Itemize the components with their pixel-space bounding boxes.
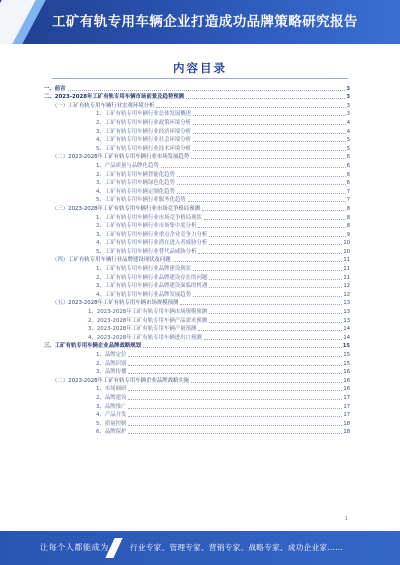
toc-dot-leader [180, 304, 342, 305]
footer-tagline: 行业专家、管理专家、营销专家、战略专家、成功企业家…… [130, 543, 344, 552]
toc-entry-label: 3、工矿有轨专用车辆行业经济环境分析 [96, 128, 192, 135]
toc-dot-leader [128, 425, 342, 426]
toc-entry[interactable] [44, 179, 350, 188]
toc-entry-page: 17 [343, 394, 350, 401]
toc-entry-page: 13 [343, 300, 350, 307]
toc-dot-leader [209, 313, 342, 314]
toc-entry-page: 10 [343, 240, 350, 247]
table-of-contents [44, 84, 350, 436]
toc-entry-page: 9 [346, 231, 350, 238]
toc-entry[interactable] [44, 101, 350, 110]
toc-dot-leader [177, 193, 346, 194]
toc-entry-page: 6 [346, 162, 350, 169]
toc-entry[interactable] [44, 299, 350, 308]
toc-dot-leader [128, 416, 342, 417]
toc-dot-leader [156, 107, 345, 108]
toc-entry-label: 4、工矿有轨专用车辆定制化趋势 [96, 188, 175, 195]
toc-dot-leader [193, 115, 346, 116]
toc-entry-page: 8 [346, 205, 350, 212]
toc-dot-leader [193, 141, 346, 142]
toc-entry-label: 3、2023-2028年工矿有轨专用车辆产量预测 [88, 326, 197, 333]
toc-dot-leader [193, 150, 346, 151]
toc-dot-leader [193, 133, 346, 134]
toc-entry[interactable] [44, 376, 350, 385]
toc-entry-label: （四）工矿有轨专用车辆行业品牌建设现状及问题 [52, 257, 171, 264]
toc-entry-label: 一、前言 [44, 85, 66, 92]
toc-entry-page: 12 [343, 291, 350, 298]
toc-entry[interactable] [44, 213, 350, 222]
toc-entry-label: 2、品牌识别 [96, 360, 127, 367]
toc-dot-leader [177, 184, 346, 185]
toc-entry[interactable] [44, 170, 350, 179]
toc-entry-page: 14 [343, 326, 350, 333]
toc-entry-page: 17 [343, 412, 350, 419]
report-title: 工矿有轨专用车辆企业打造成功品牌策略研究报告 [52, 14, 358, 30]
toc-entry-label: 3、工矿有轨专用车辆绿色化趋势 [96, 180, 175, 187]
toc-entry-page: 14 [343, 334, 350, 341]
toc-entry[interactable] [44, 411, 350, 420]
toc-entry-label: 4、工矿有轨专用车辆行业品牌发展趋势 [96, 291, 192, 298]
toc-entry[interactable] [44, 393, 350, 402]
toc-entry-page: 16 [343, 369, 350, 376]
toc-entry[interactable] [44, 239, 350, 248]
toc-entry[interactable] [44, 110, 350, 119]
toc-dot-leader [198, 330, 342, 331]
toc-dot-leader [193, 296, 342, 297]
toc-dot-leader [128, 356, 342, 357]
toc-dot-leader [128, 390, 342, 391]
toc-entry-page: 13 [343, 317, 350, 324]
toc-entry-label: （三）2023-2028年工矿有轨专用车辆行业市场竞争格局预测 [52, 205, 200, 212]
toc-entry-page: 6 [346, 180, 350, 187]
toc-entry[interactable] [44, 93, 350, 102]
toc-entry-label: 1、2023-2028年工矿有轨专用车辆市场规模预测 [88, 309, 208, 316]
toc-entry-label: 2、品牌建设 [96, 394, 127, 401]
toc-dot-leader [204, 219, 346, 220]
toc-entry[interactable] [44, 161, 350, 170]
toc-entry-label: 2、工矿有轨专用车辆智能化趋势 [96, 171, 175, 178]
toc-entry-page: 16 [343, 386, 350, 393]
toc-entry-page: 15 [342, 343, 350, 350]
toc-dot-leader [128, 373, 342, 374]
toc-entry[interactable] [44, 196, 350, 205]
toc-entry[interactable] [44, 84, 350, 93]
toc-entry-page: 15 [343, 360, 350, 367]
toc-entry-label: 2、2023-2028年工矿有轨专用车辆产品需求预测 [88, 317, 208, 324]
toc-entry[interactable] [44, 144, 350, 153]
toc-entry-page: 11 [343, 257, 350, 264]
toc-entry[interactable] [44, 342, 350, 351]
toc-entry[interactable] [44, 333, 350, 342]
page-number: 1 [345, 516, 349, 522]
toc-dot-leader [209, 244, 342, 245]
toc-entry-page: 3 [346, 111, 350, 118]
toc-entry[interactable] [44, 136, 350, 145]
toc-entry-page: 10 [343, 248, 350, 255]
toc-entry-label: （一）工矿有轨专用车辆行业宏观环境分析 [52, 102, 155, 109]
toc-entry-page: 5 [346, 145, 350, 152]
footer-banner [0, 531, 400, 565]
toc-entry-label: 1、工矿有轨专用车辆行业品牌建设现状 [96, 266, 192, 273]
footer-slogan: 让每个人都能成为 [40, 543, 109, 552]
toc-entry-page: 11 [343, 266, 350, 273]
toc-entry-label: 3、工矿有轨专用车辆行业品牌建设面临的机遇 [96, 283, 208, 290]
toc-entry[interactable] [44, 428, 350, 437]
toc-entry-page: 11 [343, 274, 350, 281]
toc-entry[interactable] [44, 273, 350, 282]
toc-entry-page: 4 [346, 128, 350, 135]
toc-title: 内容目录 [173, 61, 227, 75]
toc-dot-leader [193, 270, 342, 271]
toc-entry-label: 1、市场调研 [96, 386, 127, 393]
toc-entry[interactable] [44, 247, 350, 256]
toc-entry-page: 18 [343, 429, 350, 436]
toc-dot-leader [186, 98, 345, 99]
toc-entry-page: 7 [346, 188, 350, 195]
toc-entry-label: 4、产品开发 [96, 412, 127, 419]
toc-entry-label: 1、工矿有轨专用车辆行业市场竞争格局现状 [96, 214, 202, 221]
toc-entry[interactable] [44, 368, 350, 377]
toc-entry[interactable] [44, 290, 350, 299]
toc-dot-leader [128, 399, 342, 400]
toc-entry-page: 16 [343, 377, 350, 384]
toc-entry-label: （五）2023-2028年工矿有轨专用车辆市场规模预测 [52, 300, 179, 307]
toc-entry[interactable] [44, 204, 350, 213]
toc-entry[interactable] [44, 256, 350, 265]
toc-entry[interactable] [44, 230, 350, 239]
toc-entry[interactable] [44, 419, 350, 428]
toc-entry-page: 8 [346, 223, 350, 230]
toc-entry-label: 2、工矿有轨专用车辆行业政策环境分析 [96, 119, 192, 126]
toc-entry[interactable] [44, 307, 350, 316]
toc-entry-page: 13 [343, 309, 350, 316]
toc-entry[interactable] [44, 350, 350, 359]
toc-dot-leader [128, 433, 342, 434]
toc-entry-label: 5、质量控制 [96, 420, 127, 427]
toc-entry[interactable] [44, 359, 350, 368]
toc-dot-leader [128, 365, 342, 366]
toc-entry[interactable] [44, 264, 350, 273]
toc-entry-page: 3 [346, 94, 350, 101]
toc-entry-page: 7 [346, 197, 350, 204]
toc-dot-leader [191, 158, 345, 159]
toc-entry[interactable] [44, 402, 350, 411]
toc-entry[interactable] [44, 316, 350, 325]
toc-dot-leader [177, 176, 346, 177]
toc-entry-label: （二）2023-2028年工矿有轨专用车辆行业市场发展趋势 [52, 154, 190, 161]
toc-entry-page: 17 [343, 403, 350, 410]
toc-entry-label: 5、工矿有轨专用车辆行业服务化趋势 [96, 197, 186, 204]
toc-entry[interactable] [44, 118, 350, 127]
toc-entry-label: 1、品牌定位 [96, 352, 127, 358]
toc-dot-leader [188, 201, 346, 202]
toc-entry-label: 4、工矿有轨专用车辆行业潜在进入者威胁分析 [96, 240, 208, 247]
toc-entry-label: 3、工矿有轨专用车辆行业重点企业竞争力分析 [96, 231, 208, 238]
toc-entry-label: 2、工矿有轨专用车辆行业市场集中度分析 [96, 223, 197, 230]
toc-entry-page: 18 [343, 420, 350, 427]
header-banner [0, 0, 400, 44]
toc-entry-page: 6 [346, 171, 350, 178]
toc-entry[interactable] [44, 153, 350, 162]
toc-divider [52, 78, 348, 79]
toc-entry[interactable] [44, 187, 350, 196]
toc-entry-page: 6 [346, 154, 350, 161]
toc-entry-label: （二）2023-2028年工矿有轨专用车辆企业品牌战略实施 [52, 377, 190, 384]
toc-dot-leader [204, 339, 343, 340]
toc-entry-page: 5 [346, 137, 350, 144]
toc-entry-page: 3 [346, 102, 350, 109]
toc-entry[interactable] [44, 127, 350, 136]
toc-dot-leader [209, 236, 345, 237]
toc-dot-leader [143, 347, 342, 348]
toc-entry-label: 4、工矿有轨专用车辆行业社会环境分析 [96, 137, 192, 144]
toc-entry[interactable] [44, 325, 350, 334]
toc-dot-leader [209, 279, 342, 280]
toc-entry-label: 5、工矿有轨专用车辆行业替代品威胁分析 [96, 248, 197, 255]
toc-entry-page: 15 [343, 352, 350, 358]
toc-dot-leader [202, 210, 346, 211]
toc-dot-leader [128, 408, 342, 409]
toc-entry-label: 三、工矿有轨专用车辆企业品牌战略规划 [44, 343, 142, 350]
toc-dot-leader [198, 253, 342, 254]
toc-entry-page: 3 [346, 85, 350, 92]
toc-entry-page: 12 [343, 283, 350, 290]
toc-entry-page: 4 [346, 119, 350, 126]
toc-entry-page: 8 [346, 214, 350, 221]
toc-entry-label: 1、产品质量与品牌化趋势 [96, 162, 159, 169]
toc-dot-leader [173, 261, 343, 262]
toc-entry-label: 4、2023-2028年工矿有轨专用车辆进出口预测 [88, 334, 202, 341]
toc-dot-leader [161, 167, 346, 168]
toc-entry-label: 3、品牌传播 [96, 369, 127, 376]
toc-entry-label: 5、工矿有轨专用车辆行业技术环境分析 [96, 145, 192, 152]
toc-entry-label: 1、工矿有轨专用车辆行业总体发展概述 [96, 111, 192, 118]
toc-entry[interactable] [44, 385, 350, 394]
toc-entry-label: 二、2023-2028年工矿有轨专用车辆市场前景及趋势预测 [44, 94, 185, 101]
toc-dot-leader [191, 382, 342, 383]
toc-entry[interactable] [44, 282, 350, 291]
toc-entry[interactable] [44, 222, 350, 231]
toc-dot-leader [193, 124, 346, 125]
toc-entry-label: 2、工矿有轨专用车辆行业品牌建设存在的问题 [96, 274, 208, 281]
toc-entry-label: 3、品牌推广 [96, 403, 127, 410]
toc-dot-leader [209, 322, 342, 323]
toc-dot-leader [209, 287, 342, 288]
toc-dot-leader [198, 227, 345, 228]
toc-entry-label: 6、品牌保护 [96, 429, 127, 436]
toc-dot-leader [68, 90, 346, 91]
